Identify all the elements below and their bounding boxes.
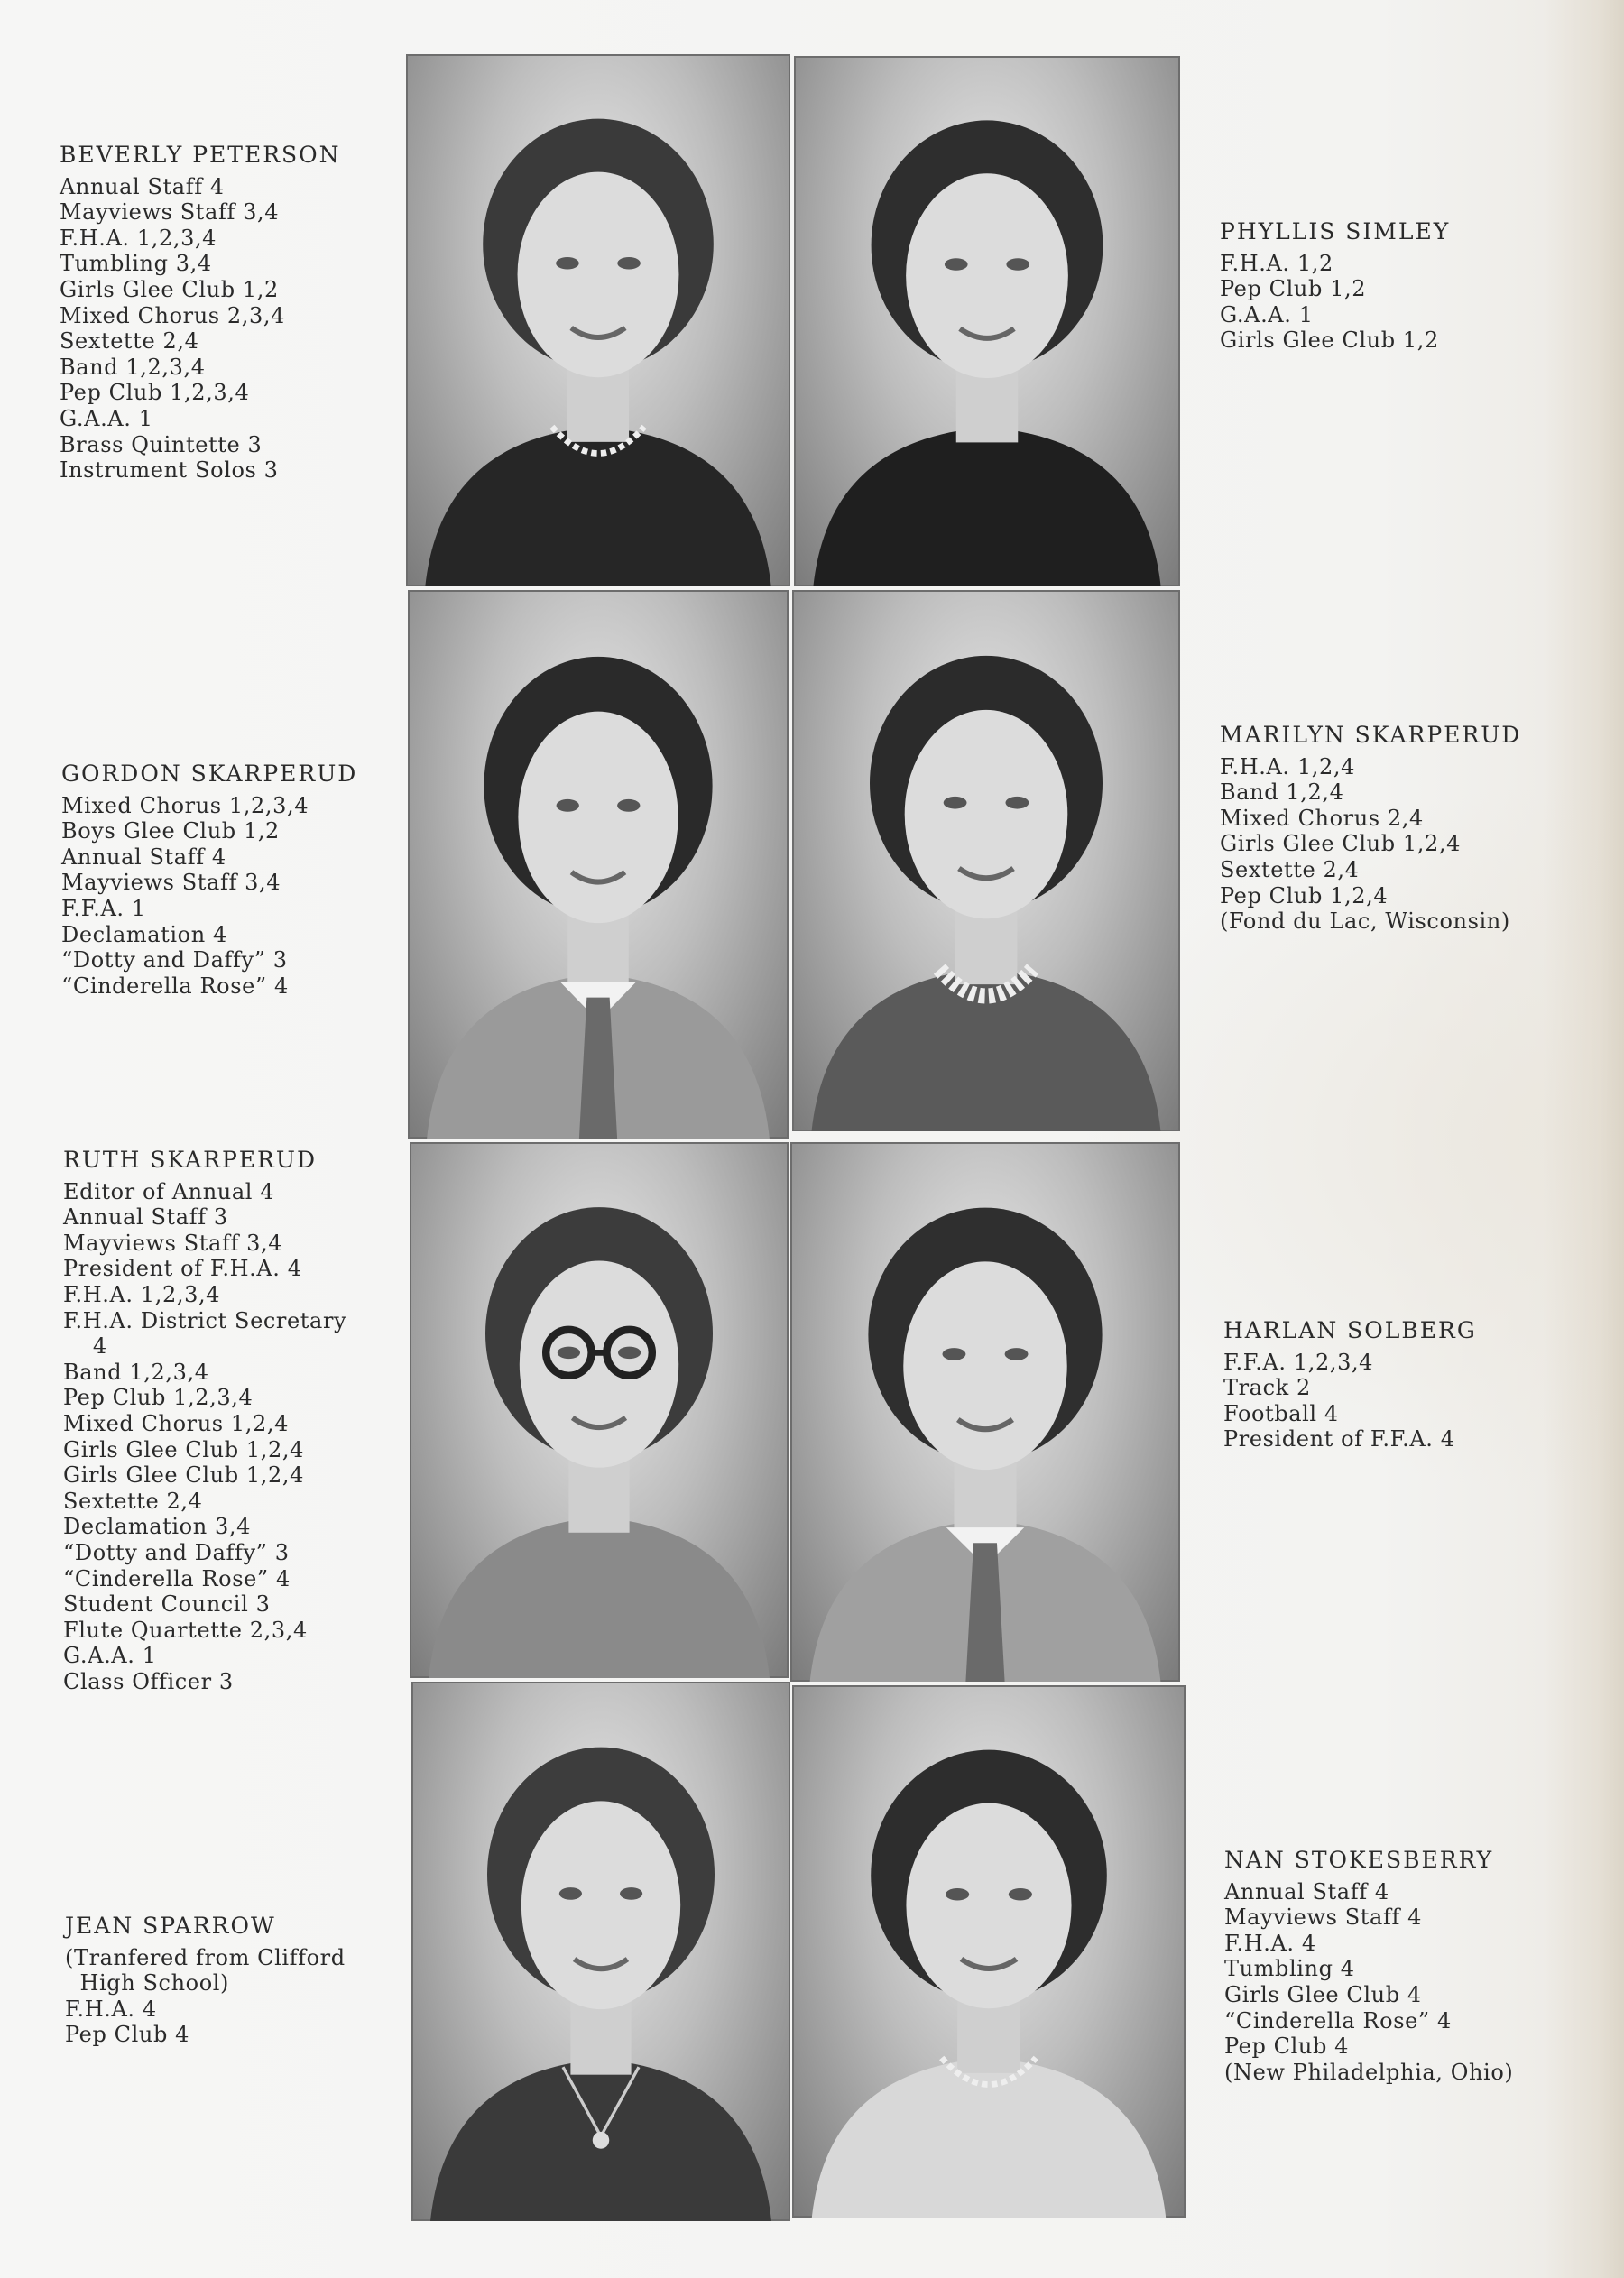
activity-line: Tumbling 4 [1224, 1956, 1355, 1982]
activity-line: President of F.H.A. 4 [63, 1256, 302, 1282]
activity-line: “Dotty and Daffy” 3 [63, 1539, 290, 1565]
activity-line: Pep Club 4 [65, 2022, 190, 2048]
eye-shape [1006, 258, 1029, 270]
activity-line: Band 1,2,3,4 [63, 1359, 209, 1385]
eye-shape [1005, 1348, 1029, 1360]
activity-line: F.H.A. 4 [1224, 1930, 1316, 1956]
activity-line: President of F.F.A. 4 [1223, 1426, 1455, 1453]
eye-shape [617, 799, 640, 812]
activity-line: Annual Staff 4 [1224, 1878, 1389, 1904]
student-name: NAN STOKESBERRY [1224, 1847, 1494, 1873]
activity-line: Boys Glee Club 1,2 [61, 818, 280, 844]
activity-line: Mayviews Staff 4 [1224, 1904, 1423, 1931]
activity-line: Pep Club 1,2 [1220, 276, 1367, 302]
student-name: GORDON SKARPERUD [61, 761, 358, 787]
activity-line: Pep Club 1,2,3,4 [60, 380, 250, 406]
student-name: JEAN SPARROW [65, 1913, 276, 1939]
eye-shape [942, 1348, 965, 1360]
activity-line: (Tranfered from Clifford [65, 1944, 346, 1970]
activity-line: F.H.A. 1,2,3,4 [63, 1281, 221, 1307]
portrait-photo-marilyn-skarperud [792, 590, 1180, 1131]
activity-line: Class Officer 3 [63, 1668, 234, 1694]
activity-line: High School) [65, 1970, 229, 1997]
portrait-silhouette [794, 56, 1180, 586]
activity-line: (New Philadelphia, Ohio) [1224, 2059, 1514, 2085]
activity-line: (Fond du Lac, Wisconsin) [1220, 908, 1510, 935]
activity-line: Mayviews Staff 3,4 [63, 1230, 283, 1256]
activity-line: Mixed Chorus 1,2,3,4 [61, 792, 309, 818]
student-name: PHYLLIS SIMLEY [1220, 218, 1451, 244]
activity-line: F.H.A. 1,2,3,4 [60, 225, 217, 251]
face-shape [518, 712, 678, 924]
portrait-photo-ruth-skarperud [410, 1142, 789, 1678]
activity-line: F.H.A. 1,2 [1220, 250, 1333, 276]
activity-line: “Cinderella Rose” 4 [63, 1565, 291, 1591]
portrait-photo-beverly-peterson [406, 54, 790, 586]
portrait-silhouette [410, 1142, 789, 1678]
activity-line: Girls Glee Club 1,2 [1220, 327, 1439, 354]
activity-line: Pep Club 1,2,4 [1220, 882, 1389, 908]
activity-line: Mixed Chorus 2,3,4 [60, 302, 285, 328]
activity-line: Band 1,2,4 [1220, 779, 1344, 806]
face-shape [906, 1803, 1071, 2009]
activity-line: Girls Glee Club 1,2,4 [63, 1436, 304, 1462]
activity-line: Declamation 3,4 [63, 1514, 251, 1540]
activity-line: Student Council 3 [63, 1591, 271, 1618]
activity-line: F.H.A. 4 [65, 1996, 157, 2022]
eye-shape [945, 258, 968, 270]
activity-line: Mixed Chorus 2,4 [1220, 805, 1424, 831]
activity-line: “Cinderella Rose” 4 [61, 973, 289, 999]
eye-shape [559, 1887, 582, 1900]
activity-line: Girls Glee Club 1,2,4 [1220, 831, 1461, 857]
face-shape [520, 1261, 678, 1468]
activity-line: 4 [63, 1333, 107, 1360]
eye-shape [1009, 1888, 1032, 1900]
clothing-shape [812, 2058, 1166, 2218]
portrait-photo-phyllis-simley [794, 56, 1180, 586]
bio-jean-sparrow [65, 1914, 346, 2048]
face-shape [905, 710, 1068, 918]
portrait-silhouette [790, 1142, 1180, 1682]
heart-pendant-shape [593, 2132, 609, 2149]
eye-shape [556, 257, 579, 269]
activity-line: G.A.A. 1 [1220, 301, 1314, 327]
page-edge-stain [1543, 0, 1624, 2278]
face-shape [906, 173, 1068, 378]
portrait-silhouette [792, 590, 1180, 1131]
clothing-shape [429, 1517, 770, 1678]
activity-line: Flute Quartette 2,3,4 [63, 1617, 308, 1643]
clothing-shape [425, 427, 770, 586]
eye-shape [617, 257, 641, 269]
face-shape [521, 1801, 680, 2009]
bio-harlan-solberg [1223, 1318, 1477, 1453]
activity-line: Girls Glee Club 1,2 [60, 276, 279, 302]
bio-beverly-peterson [60, 143, 341, 484]
activity-line: Girls Glee Club 1,2,4 [63, 1462, 304, 1489]
eye-shape [1006, 797, 1029, 809]
portrait-silhouette [411, 1682, 790, 2221]
activity-line: Pep Club 4 [1224, 2034, 1350, 2060]
activity-line: Annual Staff 4 [60, 173, 225, 199]
portrait-photo-gordon-skarperud [408, 590, 789, 1139]
activity-line: F.F.A. 1 [61, 895, 146, 921]
bio-gordon-skarperud [61, 761, 357, 999]
student-name: BEVERLY PETERSON [60, 142, 341, 168]
activity-line: Mayviews Staff 3,4 [60, 199, 280, 226]
activity-line: Annual Staff 4 [61, 844, 226, 870]
portrait-silhouette [408, 590, 789, 1139]
activity-line: F.H.A. 1,2,4 [1220, 753, 1355, 779]
clothing-shape [812, 969, 1161, 1131]
eye-shape [558, 1347, 580, 1360]
face-shape [518, 172, 679, 378]
activity-line: Track 2 [1223, 1375, 1311, 1401]
eye-shape [618, 1347, 641, 1360]
activity-line: “Dotty and Daffy” 3 [61, 947, 288, 973]
portrait-photo-harlan-solberg [790, 1142, 1180, 1682]
activity-line: Mayviews Staff 3,4 [61, 870, 281, 896]
student-name: MARILYN SKARPERUD [1220, 722, 1522, 748]
eye-shape [620, 1887, 642, 1900]
activity-line: Brass Quintette 3 [60, 431, 263, 457]
activity-line: Band 1,2,3,4 [60, 354, 206, 380]
eye-shape [944, 797, 967, 809]
activity-line: G.A.A. 1 [63, 1643, 157, 1669]
activity-line: Football 4 [1223, 1400, 1339, 1426]
activity-line: Sextette 2,4 [1220, 856, 1360, 882]
student-name: HARLAN SOLBERG [1223, 1317, 1477, 1343]
activity-line: Sextette 2,4 [63, 1488, 203, 1514]
bio-nan-stokesberry [1224, 1848, 1513, 2085]
eye-shape [557, 799, 579, 812]
bio-phyllis-simley [1220, 219, 1450, 354]
activity-line: G.A.A. 1 [60, 405, 153, 431]
activity-line: Declamation 4 [61, 921, 227, 947]
clothing-shape [813, 428, 1160, 586]
face-shape [903, 1261, 1066, 1470]
eye-shape [946, 1888, 969, 1900]
activity-line: Tumbling 3,4 [60, 251, 212, 277]
activity-line: Sextette 2,4 [60, 328, 199, 355]
portrait-silhouette [406, 54, 790, 586]
bio-ruth-skarperud [63, 1148, 346, 1694]
portrait-silhouette [792, 1685, 1186, 2218]
activity-line: F.H.A. District Secretary [63, 1307, 347, 1333]
activity-line: “Cinderella Rose” 4 [1224, 2007, 1452, 2034]
activity-line: F.F.A. 1,2,3,4 [1223, 1349, 1374, 1375]
student-name: RUTH SKARPERUD [63, 1147, 317, 1173]
activity-line: Mixed Chorus 1,2,4 [63, 1410, 289, 1436]
activity-line: Pep Club 1,2,3,4 [63, 1385, 254, 1411]
activity-line: Annual Staff 3 [63, 1204, 228, 1231]
bio-marilyn-skarperud [1220, 723, 1521, 935]
portrait-photo-jean-sparrow [411, 1682, 790, 2221]
activity-line: Editor of Annual 4 [63, 1178, 275, 1204]
activity-line: Instrument Solos 3 [60, 457, 279, 484]
portrait-photo-nan-stokesberry [792, 1685, 1186, 2218]
activity-line: Girls Glee Club 4 [1224, 1981, 1422, 2007]
